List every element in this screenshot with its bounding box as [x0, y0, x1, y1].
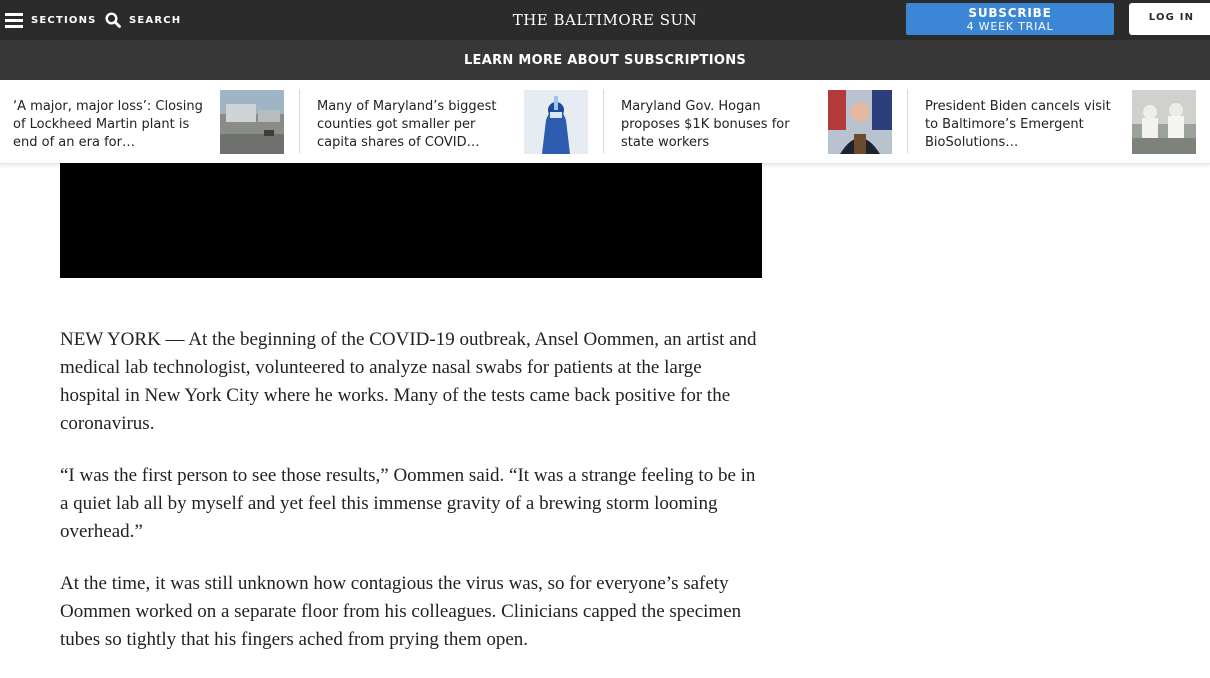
headline-thumbnail — [524, 90, 588, 154]
subscribe-button[interactable] — [906, 3, 1114, 35]
headline-thumbnail — [828, 90, 892, 154]
article-paragraph: At the time, it was still unknown how contagious the virus was, so for everyone’s safety Oommen worked on a separate floor from his colleagues. Clinicians capped the specimen tubes so tightly that his fingers ached from prying them open. — [60, 573, 742, 650]
headline-divider — [603, 89, 604, 153]
search-icon — [105, 12, 121, 28]
headline-card[interactable] — [925, 80, 1197, 163]
top-headlines-strip — [0, 80, 1210, 164]
search-label: SEARCH — [129, 14, 182, 26]
headline-card[interactable] — [317, 80, 589, 163]
sections-button[interactable] — [5, 0, 97, 40]
subscriptions-promo-link[interactable]: LEARN MORE ABOUT SUBSCRIPTIONS — [0, 40, 1210, 80]
hamburger-menu-icon — [5, 13, 23, 27]
headline-thumbnail — [1132, 90, 1196, 154]
subscribe-trial-label: 4 WEEK TRIAL — [966, 20, 1054, 33]
article-paragraph: NEW YORK — At the beginning of the COVID-19 outbreak, Ansel Oommen, an artist and medical lab technologist, volunteered to analyze nasal swabs for patients at the large hospital in New York City where he works. Many of the tests came back positive for the coronavirus. — [60, 329, 757, 434]
headline-title: Many of Maryland’s biggest counties got smaller per capita shares of COVID… — [317, 99, 497, 150]
headline-divider — [299, 89, 300, 153]
headline-divider — [907, 89, 908, 153]
subscribe-label: SUBSCRIBE — [968, 6, 1052, 20]
article-body — [60, 326, 764, 678]
site-logo[interactable]: THE BALTIMORE SUN — [512, 11, 698, 29]
headline-card[interactable] — [13, 80, 285, 163]
video-player[interactable] — [60, 163, 762, 278]
login-button[interactable]: LOG IN — [1129, 3, 1210, 35]
headline-thumbnail — [220, 90, 284, 154]
search-button[interactable] — [105, 0, 181, 40]
headline-title: President Biden cancels visit to Baltimore’s Emergent BioSolutions… — [925, 99, 1111, 150]
article-paragraph: “I was the first person to see those results,” Oommen said. “It was a strange feeling to be in a quiet lab all by myself and yet feel this immense gravity of a brewing storm looming overhead.” — [60, 465, 756, 542]
sections-label: SECTIONS — [31, 14, 97, 26]
headline-card[interactable] — [621, 80, 893, 163]
top-navigation-bar — [0, 0, 1210, 40]
headline-title: ‘A major, major loss’: Closing of Lockheed Martin plant is end of an era for… — [13, 99, 203, 150]
headline-title: Maryland Gov. Hogan proposes $1K bonuses for state workers — [621, 99, 790, 150]
